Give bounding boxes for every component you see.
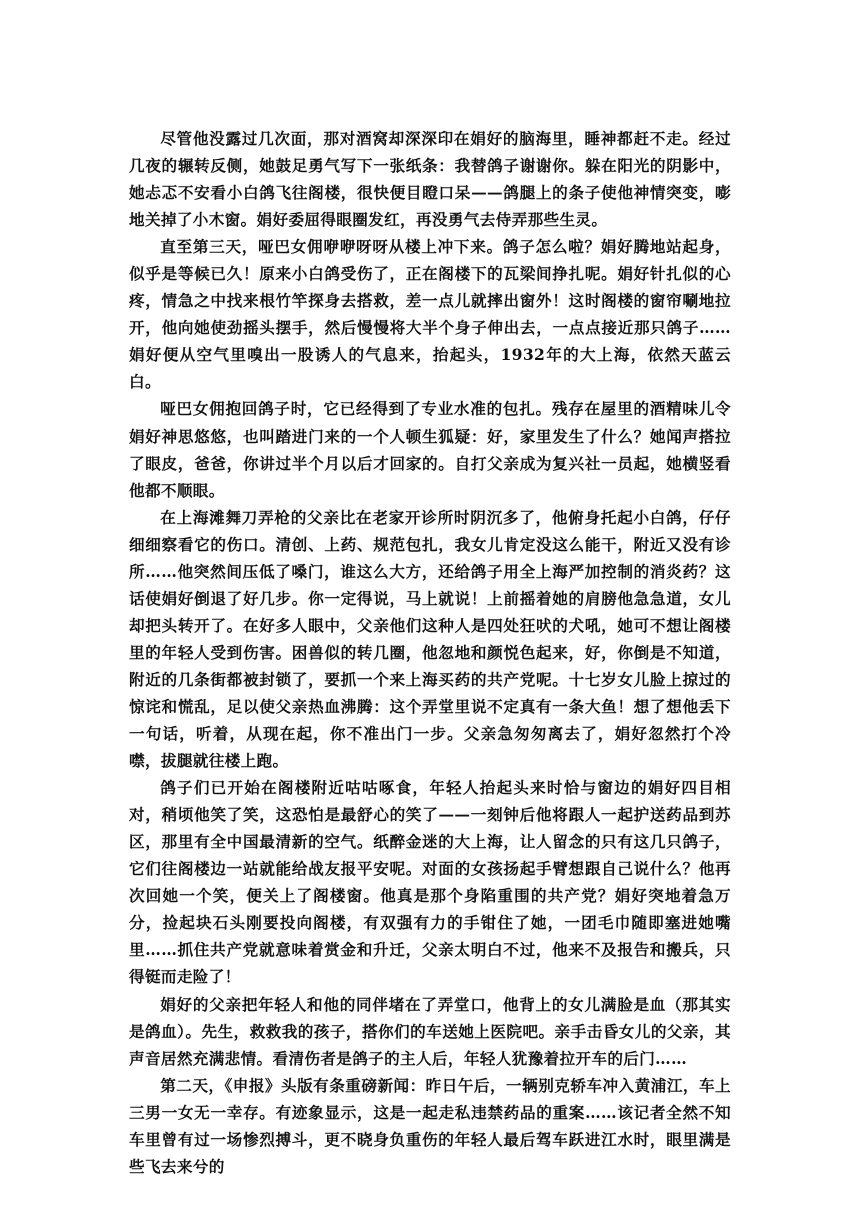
paragraph-3: 哑巴女佣抱回鸽子时，它已经得到了专业水准的包扎。残存在屋里的酒精味儿令娟好神思悠悠，也叫踏进门来的一个人顿生狐疑：好，家里发生了什么？她闻声搭拉了眼皮，爸爸，你讲过半个月以后才回家的。自打父亲成为复兴社一员起，她横竖看他都不顺眼。: [129, 399, 731, 500]
paragraph-7: 第二天，《申报》头版有条重磅新闻：昨日午后，一辆别克轿车冲入黄浦江，车上三男一女无一幸存。有迹象显示，这是一起走私违禁药品的重案……该记者全然不知车里曾有过一场惨烈搏斗，更不晓身负重伤的年轻人最后驾车跃进江水时，眼里满是些飞去来兮的: [129, 1075, 731, 1176]
paragraph-5: 鸽子们已开始在阁楼附近咕咕啄食，年轻人抬起头来时恰与窗边的娟好四目相对，稍顷他笑了笑，这恐怕是最舒心的笑了——一刻钟后他将跟人一起护送药品到苏区，那里有全中国最清新的空气。纸醉金迷的大上海，让人留念的只有这几只鸽子，它们往阁楼边一站就能给战友报平安呢。对面的女孩扬起手臂想跟自己说什么？他再次回她一个笑，便关上了阁楼窗。他真是那个身陷重围的共产党？娟好突地着急万分，捡起块石头刚要投向阁楼，有双强有力的手钳住了她，一团毛巾随即塞进她嘴里……抓住共产党就意味着赏金和升迁，父亲太明白不过，他来不及报告和搬兵，只得铤而走险了！: [129, 778, 731, 987]
paragraph-1: 尽管他没露过几次面，那对酒窝却深深印在娟好的脑海里，睡神都赶不走。经过几夜的辗转反侧，她鼓足勇气写下一张纸条：我替鸽子谢谢你。躲在阳光的阴影中，她忐忑不安看小白鸽飞往阁楼，很快便目瞪口呆——鸽腿上的条子使他神情突变，嘭地关掉了小木窗。娟好委屈得眼圈发红，再没勇气去侍弄那些生灵。: [129, 129, 731, 230]
paragraph-2: 直至第三天，哑巴女佣咿咿呀呀从楼上冲下来。鸽子怎么啦？娟好腾地站起身，似乎是等候已久！原来小白鸽受伤了，正在阁楼下的瓦梁间挣扎呢。娟好针扎似的心疼，情急之中找来根竹竿探身去搭救，差一点儿就摔出窗外！这时阁楼的窗帘唰地拉开，他向她使劲摇头摆手，然后慢慢将大半个身子伸出去，一点点接近那只鸽子……娟好便从空气里嗅出一股诱人的气息来，抬起头，1932年的大上海，依然天蓝云白。: [129, 237, 731, 392]
story-text: [129, 125, 731, 1180]
paragraph-4: 在上海滩舞刀弄枪的父亲比在老家开诊所时阴沉多了，他俯身托起小白鸽，仔仔细细察看它的伤口。清创、上药、规范包扎，我女儿肯定没这么能干，附近又没有诊所……他突然间压低了嗓门，谁这么大方，还给鸽子用全上海严加控制的消炎药？这话使娟好倒退了好几步。你一定得说，马上就说！上前摇着她的肩膀他急急道，女儿却把头转开了。在好多人眼中，父亲他们这种人是四处狂吠的犬吼，她可不想让阁楼里的年轻人受到伤害。困兽似的转几圈，他忽地和颜悦色起来，好，你倒是不知道，附近的几条街都被封锁了，要抓一个来上海买药的共产党呢。十七岁女儿脸上掠过的惊诧和慌乱，足以使父亲热血沸腾：这个弄堂里说不定真有一条大鱼！想了想他丢下一句话，听着，从现在起，你不准出门一步。父亲急匆匆离去了，娟好忽然打个冷噤，拔腿就往楼上跑。: [129, 507, 731, 771]
paragraph-6: 娟好的父亲把年轻人和他的同伴堵在了弄堂口，他背上的女儿满脸是血（那其实是鸽血）。先生，救救我的孩子，搭你们的车送她上医院吧。亲手击昏女儿的父亲，其声音居然充满悲情。看清伤者是鸽子的主人后，年轻人犹豫着拉开车的后门……: [129, 994, 731, 1068]
